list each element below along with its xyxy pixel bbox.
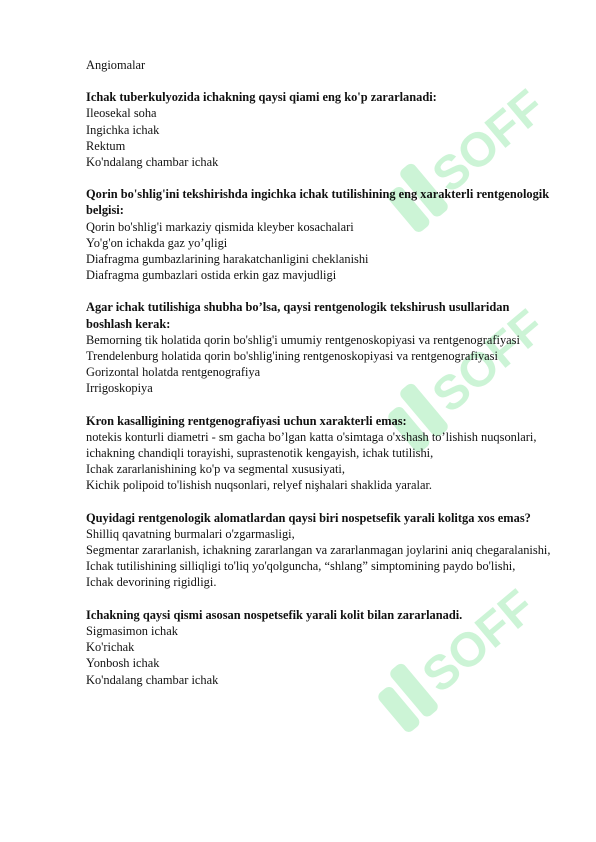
answer-option: Ichak zararlanishining ko'p va segmental xususiyati, [86,462,345,477]
question-text: Ichak tuberkulyozida ichakning qaysi qiami eng ko'p zararlanadi: [86,90,437,105]
question-block [86,89,556,170]
answer-option: notekis konturli diametri - sm gacha bo’lgan katta o'simtaga o'xshash to’lishish nuqsonlari, [86,429,537,444]
answer-option: Sigmasimon ichak [86,623,178,638]
answer-option: Diafragma gumbazlari ostida erkin gaz mavjudligi [86,268,337,283]
answer-option: Diafragma gumbazlarining harakatchanligini cheklanishi [86,252,369,267]
answer-option: Bemorning tik holatida qorin bo'shlig'i umumiy rentgenoskopiyasi va rentgenografiyasi [86,332,520,347]
answer-option: Irrigoskopiya [86,381,153,396]
answer-option: Kichik polipoid to'lishish nuqsonlari, relyef nişhalari shaklida yaralar. [86,478,432,493]
answer-option: Segmentar zararlanish, ichakning zararlangan va zararlanmagan joylarini aniq chegaralanishi, [86,543,551,558]
answer-option: Rektum [86,138,126,153]
answer-option: Shilliq qavatning burmalari o'zgarmasligi, [86,526,295,541]
answer-option: Yonbosh ichak [86,656,160,671]
question-text: Ichakning qaysi qismi asosan nospetsefik yarali kolit bilan zararlanadi. [86,607,463,622]
question-block [86,186,556,283]
answer-option: Ko'ndalang chambar ichak [86,672,219,687]
question-text: Quyidagi rentgenologik alomatlardan qaysi biri nospetsefik yarali kolitga xos emas? [86,510,531,525]
answer-option: Ichak tutilishining silliqligi to'liq yo'qolguncha, “shlang” simptomining paydo bo'lishi, [86,559,516,574]
answer-option: ichakning chandiqli torayishi, suprastenotik kengayish, ichak tutilishi, [86,446,434,461]
answer-option: Ingichka ichak [86,122,160,137]
question-text: Kron kasalligining rentgenografiyasi uchun xarakterli emas: [86,413,407,428]
answer-option: Ko'richak [86,640,135,655]
answer-option: Ko'ndalang chambar ichak [86,155,219,170]
question-block [86,413,556,494]
document-page [86,57,556,704]
answer-option: Yo'g'on ichakda gaz yo’qligi [86,235,228,250]
answer-option: Qorin bo'shlig'i markaziy qismida kleyber kosachalari [86,219,354,234]
document-title: Angiomalar [86,58,146,72]
question-block [86,299,556,396]
answer-option: Ileosekal soha [86,106,157,121]
question-block [86,607,556,688]
question-text: Agar ichak tutilishiga shubha bo’lsa, qaysi rentgenologik tekshirush usullaridan boshlash kerak: [86,300,510,331]
svg-text:SOFF: SOFF [412,580,545,704]
answer-option: Trendelenburg holatida qorin bo'shlig'ining rentgenoskopiyasi va rentgenografiyasi [86,349,498,364]
answer-option: Ichak devorining rigidligi. [86,575,217,590]
question-text: Qorin bo'shlig'ini tekshirishda ingichka ichak tutilishining eng xarakterli rentgenologik belgisi: [86,187,550,218]
question-block [86,510,556,591]
svg-text:SOFF: SOFF [422,300,555,424]
answer-option: Gorizontal holatda rentgenografiya [86,365,261,380]
svg-text:SOFF: SOFF [422,80,555,204]
